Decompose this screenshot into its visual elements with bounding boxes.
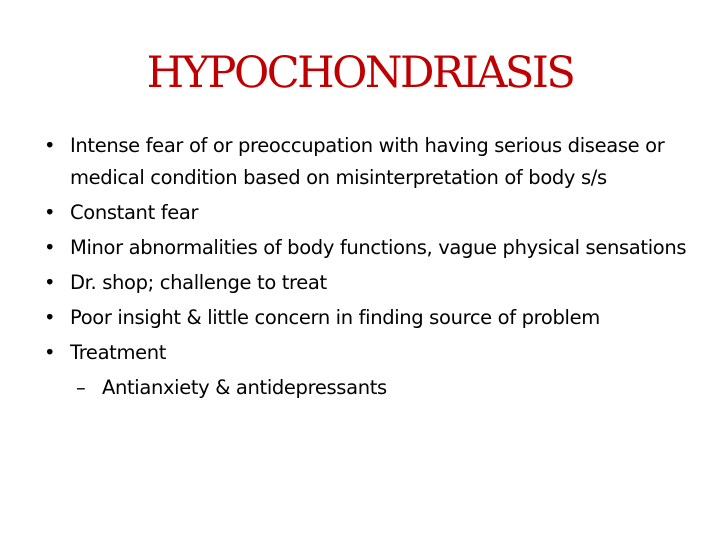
bullet-text: Poor insight & little concern in finding source of problem — [70, 306, 600, 329]
sub-bullet-marker: – — [76, 376, 86, 399]
bullet-marker: • — [44, 271, 56, 294]
bullet-marker: • — [44, 306, 56, 329]
sub-bullet-item — [44, 372, 694, 404]
bullet-item — [44, 197, 694, 229]
sub-bullet-text: Antianxiety & antidepressants — [102, 376, 387, 399]
bullet-item — [44, 130, 694, 194]
bullet-item — [44, 302, 694, 334]
bullet-list — [44, 130, 694, 404]
bullet-text: Intense fear of or preoccupation with having serious disease or medical condition based on misinterpretation of body s/s — [70, 134, 665, 189]
bullet-text: Dr. shop; challenge to treat — [70, 271, 327, 294]
bullet-marker: • — [44, 341, 56, 364]
bullet-item — [44, 267, 694, 299]
bullet-item — [44, 337, 694, 369]
bullet-marker: • — [44, 236, 56, 259]
bullet-marker: • — [44, 134, 56, 157]
bullet-text: Minor abnormalities of body functions, vague physical sensations — [70, 236, 687, 259]
bullet-marker: • — [44, 201, 56, 224]
bullet-text: Treatment — [70, 341, 167, 364]
bullet-item — [44, 232, 694, 264]
bullet-text: Constant fear — [70, 201, 199, 224]
slide-title: HYPOCHONDRIASIS — [146, 48, 574, 98]
